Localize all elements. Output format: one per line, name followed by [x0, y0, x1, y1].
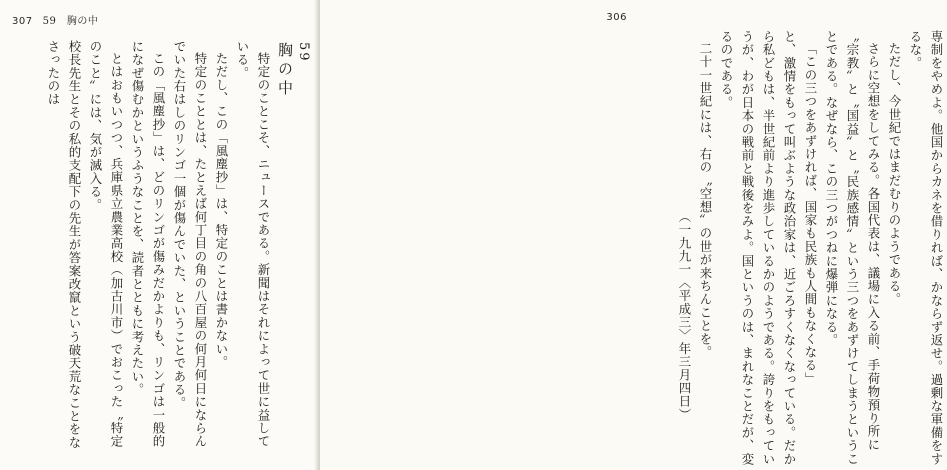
left-paragraph: この「風塵抄」は、どのリンゴが傷みだかよりも、リンゴは一般的になぜ傷むかというふうなことを、読者とともに考えたい。 [130, 40, 166, 449]
left-page-header [12, 12, 98, 27]
right-paragraph: ただし、今世紀ではまだむりのようである。 [887, 42, 902, 307]
left-paragraph: とはおもいつつ、兵庫県立農業高校（加古川市）でおこった〝特定のこと〟には、気が滅入る。 [88, 40, 124, 449]
left-paragraph: 特定のことこそ、ニュースである。新聞はそれによって世に益している。 [235, 40, 271, 449]
chapter-title: 胸の中 [276, 42, 294, 99]
left-running-head: 59 胸の中 [42, 16, 99, 27]
left-paragraph: 特定のこととは、たとえば何丁目の角の八百屋の何月何日にならんでいた右はしのリンゴ一個が傷んでいた、ということである。 [172, 40, 208, 449]
right-paragraph: と、激情をもって叫ぶような政治家は、近ごろすくなくなっている。だから私どもは、半世紀前より進歩しているかのようである。誇りをもっていうが、わが日本の戦前と戦後をみよ。国というのは、まれなことだが、変るのである。 [719, 30, 797, 466]
left-paragraph: 校長先生とその私的支配下の先生が答案改竄という破天荒なことをなさったのは [46, 40, 82, 450]
right-paragraph: （一九九一〈平成三〉年三月四日） [677, 209, 692, 421]
right-paragraph: 専制をやめよ。他国からカネを借りれば、かならず返せ。過剰な軍備をするな。 [908, 30, 944, 466]
right-page [320, 0, 944, 470]
left-page [0, 0, 318, 470]
right-page-header [606, 12, 627, 23]
right-paragraph: さらに空想をしてみる。各国代表は、議場に入る前、手荷物預り所に〝宗教〟と〝国益〟と〝民族感情〟という三つをあずけてしまうということである。なぜなら、この三つがつねに爆弾になる。 [824, 30, 881, 466]
left-page-body [12, 40, 274, 460]
right-page-body [652, 30, 947, 466]
right-page-number: 306 [606, 12, 627, 23]
right-paragraph: 二十一世紀には、右の〝空想〟の世が来ちんことを。 [698, 42, 713, 360]
right-paragraph: 「この三つをあずければ、国家も民族も人間もなくなる」 [803, 42, 818, 386]
chapter-number: 59 [296, 42, 311, 63]
left-page-number: 307 [12, 16, 33, 27]
left-paragraph: ただし、この「風塵抄」は、特定のことは書かない。 [214, 52, 229, 370]
